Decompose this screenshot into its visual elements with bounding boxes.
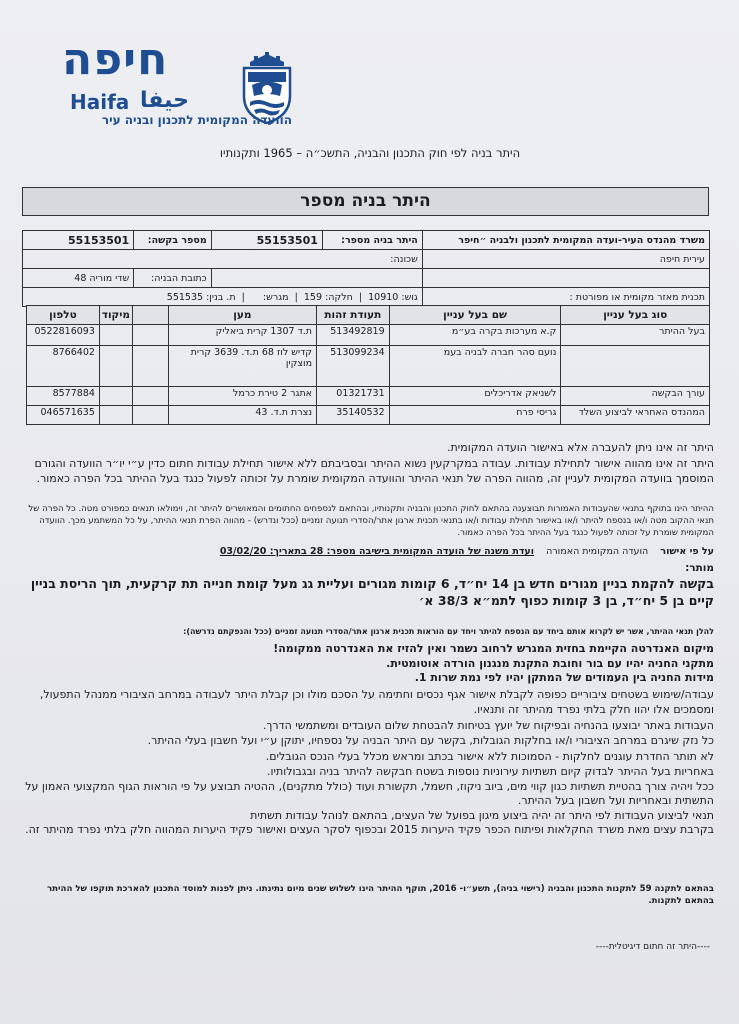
owner-phone: 8577884 xyxy=(27,387,100,406)
owner-phone: 8766402 xyxy=(27,346,100,387)
owner-type xyxy=(561,346,710,387)
owner-phone: 046571635 xyxy=(27,406,100,425)
owner-address: קדיש לוז 68 ת.ד. 3639 קרית מוצקין xyxy=(168,346,316,387)
col-header-id: תעודת זהות xyxy=(317,306,390,325)
permitted-label: מותר: xyxy=(685,562,714,574)
building-label: ת. בנין: xyxy=(206,291,236,303)
building-value: 551535 xyxy=(166,291,204,303)
owner-address: ת.ד 1307 קרית ביאליק xyxy=(168,325,316,346)
col-header-mp xyxy=(132,306,168,325)
request-number: 55153501 xyxy=(23,231,134,250)
table-row xyxy=(27,406,710,425)
conditions-list xyxy=(22,688,714,838)
validity-note: ההיתר הינו בתוקף בתנאי שהעבודות האמורות תבוצענה בהתאם לחוק התכנון והבניה ותקנותיו, ובהתאם לנספחים החתומים והמאושרים להיתר זה, וימולאו תנאים כמפורט מטה. כל הפרה של תנאי ההקוב מטה ו/או בנספח להיתר ו/או באישור תחילת עבודות ו/או בתנאי תכנית ארגון אתר/הסדרי תנועה זמניים (ככל ונדרש) - מהווה הפרת תנאי ההיתר, על כל המשתמע מכך. הוועדה המקומית שומרת על זכותה לפעול כנגד בעל ההיתר בכל הפרה כאמור. xyxy=(28,504,714,538)
approval-line xyxy=(22,545,714,558)
owner-zip xyxy=(99,406,132,425)
logo-hebrew: חיפה xyxy=(62,34,169,85)
owner-name: נועם סהר חברה לבניה בעמ xyxy=(389,346,561,387)
owner-mp xyxy=(132,387,168,406)
condition-item: מיקום האנדרטה הקיימת בחזית המגרש לרחוב נשמר ואין להזיז את האנדרטה ממקומה! xyxy=(273,642,714,655)
neighborhood-cell xyxy=(23,250,423,269)
permit-number: 55153501 xyxy=(211,231,322,250)
owner-type: בעל ההיתר xyxy=(561,325,710,346)
empty-cell xyxy=(211,269,422,288)
owner-mp xyxy=(132,325,168,346)
address-value: שדי מוריה 48 xyxy=(23,269,134,288)
table-row xyxy=(27,387,710,406)
address-label: כתובת הבניה: xyxy=(134,269,211,288)
permit-title: היתר בניה מספר xyxy=(22,187,709,216)
owner-phone: 0522816093 xyxy=(27,325,100,346)
start-work-note: היתר זה אינו מהווה אישור לתחילת עבודות. עבודה במקרקעין נשוא ההיתר ובסביבתם ללא אישור תחילת עבודות חתום כדין ע״י יו״ר הוועדה והגורם המוסמך בוועדה המקומית לעניין זה, מהווה הפרה של תנאי ההיתר והוועדה המקומית שומרת על זכותה לפעול כנגד בעל ההיתר בכל הפרה כאמור. xyxy=(34,457,714,485)
gush-label: גוש: xyxy=(401,291,418,303)
condition-item: עבודה/שימוש בשטחים ציבוריים כפופה לקבלת אישור אגף נכסים וחתימה על הסכם מולו וכן קבלת היתר לעבודה במרחב הציבורי ממנהל התפעול, ומסמכים אלו יהוו חלק בלתי נפרד מהיתר זה ותנאיו. xyxy=(39,688,714,716)
neighborhood-label: שכונה: xyxy=(390,253,418,265)
logo-english: Haifa xyxy=(70,90,130,114)
parcel-cell: גוש: 10910 | חלקה: 159 | מגרש: | ת. בנין: 551535 xyxy=(23,288,423,307)
condition-item: לא תותר החדרת עוגנים לחלקות - הסמוכות ללא אישור בכתב ומראש מכלל בעלי הנכס הגובלים. xyxy=(265,750,714,764)
owner-zip xyxy=(99,346,132,387)
conditions-intro: להלן תנאי ההיתר, אשר יש לקרוא אותם ביחד עם הנספח להיתר ויחד עם הוראות תכנית ארגון אתר/הסדרי תנועה זמניים (ככל והנפקתם נדרשה): xyxy=(183,627,714,636)
office-name: משרד מהנדס העיר-ועדה המקומית לתכנון ולבניה ״חיפר xyxy=(422,231,709,250)
validity-footer: בהתאם לתקנה 59 לתקנות התכנון והבניה (רישוי בניה), תשע״ו- 2016, תוקף ההיתר הינו לשלוש שנים מיום נתינתו. ניתן לפנות למוסד התכנון להארכת תוקפו של ההיתר בהתאם לתקנות. xyxy=(46,884,714,906)
owner-name: לשניאק אדריכלים xyxy=(389,387,561,406)
owner-name: ק.א מערכות בקרה בע״מ xyxy=(389,325,561,346)
condition-item: כל נזק שיגרם במרחב הציבורי ו/או בחלקות הגובלות, בקשר עם היתר הבניה על נספחיו, יתוקן ע״י ועל חשבון בעלי ההיתר. xyxy=(147,733,714,747)
condition-item: מידות החניה בין העמודים של המתקן יהיו לפי נמת שרות 1. xyxy=(414,671,714,685)
empty-cell xyxy=(422,269,709,288)
col-header-address: מען xyxy=(168,306,316,325)
table-row xyxy=(27,325,710,346)
col-header-phone: טלפון xyxy=(27,306,100,325)
helka-label: חלקה: xyxy=(325,291,353,303)
condition-item: העבודות באתר יבוצעו בהנחיה ובפיקוח של יועץ בטיחות להבטחת שלום העובדים ומשתמשי הדרך. xyxy=(262,719,714,733)
city-name: עירית חיפה xyxy=(422,250,709,269)
bold-conditions xyxy=(22,642,714,686)
owner-type: המהנדס האחראי לביצוע השלד xyxy=(561,406,710,425)
owner-id: 513099234 xyxy=(317,346,390,387)
owner-id: 01321731 xyxy=(317,387,390,406)
permit-info-table xyxy=(22,230,710,307)
col-header-zip: מיקוד xyxy=(99,306,132,325)
owner-zip xyxy=(99,387,132,406)
approval-label: על פי אישור xyxy=(660,546,714,557)
condition-item: תנאי לביצוע העבודות לפי היתר זה יהיה ביצוע מיגון בפועל של העצים, בהתאם לנוהל עבודות תשתית xyxy=(250,808,714,822)
law-reference: היתר בניה לפי חוק התכנון והבניה, התשכ״ה – 1965 ותקנותיו xyxy=(219,146,521,160)
owner-address: אתגר 2 טירת כרמל xyxy=(168,387,316,406)
owners-table xyxy=(26,305,710,425)
committee-name: הוועדה המקומית לתכנון ובניה עיר xyxy=(101,113,292,127)
digital-signature-note: ----היתר זה חתום דיגיטלית---- xyxy=(595,942,710,952)
owner-type: עורך הבקשה xyxy=(561,387,710,406)
condition-item: בקרבת עצים מאת משרד החקלאות ופיתוח הכפר פקיד היערות 2015 ובכפוף לסקר העצים ואישור פקיד היערות המהווה חלק בלתי נפרד מהיתר זה. xyxy=(25,823,714,837)
owner-zip xyxy=(99,325,132,346)
gush-value: 10910 xyxy=(368,291,399,303)
logo-arabic: حيفا xyxy=(140,88,189,113)
approval-session: ועדת משנה של הועדה המקומית בישיבה מספר: 28 בתאריך: 03/02/20 xyxy=(219,546,535,557)
col-header-name: שם בעל עניין xyxy=(389,306,561,325)
migrash-label: מגרש: xyxy=(262,291,289,303)
owner-id: 513492819 xyxy=(317,325,390,346)
owner-address: נצרת ת.ד. 43 xyxy=(168,406,316,425)
col-header-type: סוג בעל עניין xyxy=(561,306,710,325)
owner-id: 35140532 xyxy=(317,406,390,425)
request-number-label: מספר בקשה: xyxy=(134,231,211,250)
plan-label: תכנית מאזר מקומית או מפורטת : xyxy=(422,288,709,307)
permit-subject: בקשה להקמת בניין מגורים חדש בן 14 יח״ד, 6 קומות מגורים ועליית גג מעל קומת חנייה תת קרקעית, תוך הריסת בניין קיים בן 5 יח״ד, בן 3 קומות כפוף לתמ״א 38/3 א׳ xyxy=(30,576,714,608)
permit-number-label: היתר בניה מספר: xyxy=(322,231,422,250)
transfer-note: היתר זה אינו ניתן להעברה אלא באישור הועדה המקומית. xyxy=(447,441,714,454)
table-row xyxy=(27,346,710,387)
owner-name: גריסי פרח xyxy=(389,406,561,425)
condition-item: מתקני החניה יהיו עם בור וחובת התקנת מנגנון הורדה אוטומטית. xyxy=(386,656,714,670)
approval-body: הועדה המקומית האמורה xyxy=(546,546,649,557)
condition-item: ככל ויהיה צורך בהטיית תשתיות כגון קווי מים, ביוב ניקוז, חשמל, תקשורת ועוד (כולל מתקנים), ההטיה תבוצע על פי הוראות הגוף המקצועי האמון על התשתית ובאחריות ועל חשבון בעל ההיתר. xyxy=(25,779,714,808)
condition-item: באחריות בעל ההיתר לבדוק קיום תשתיות עירוניות נוספות בשטח חבקשה להיתר בניה ובגבולותיו. xyxy=(267,764,714,778)
owner-mp xyxy=(132,406,168,425)
owner-mp xyxy=(132,346,168,387)
helka-value: 159 xyxy=(303,291,323,303)
